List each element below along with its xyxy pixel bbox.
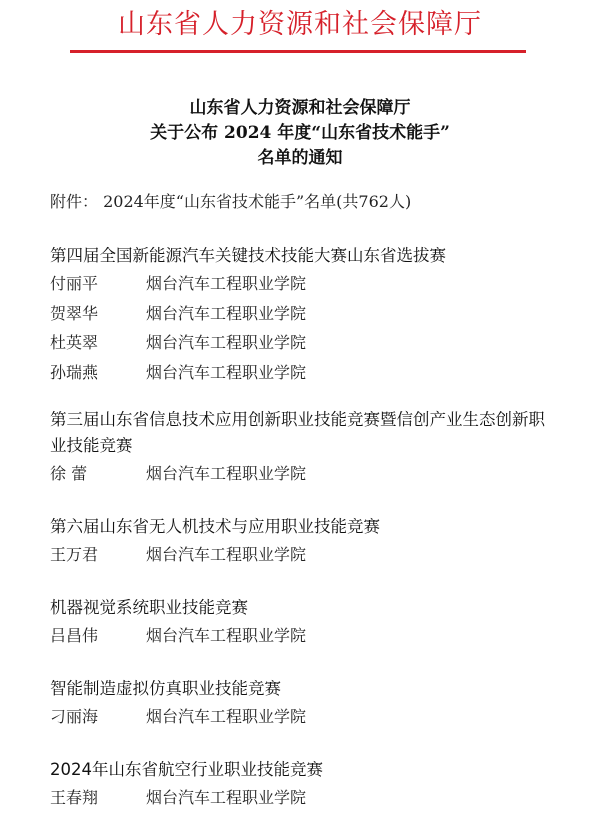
winner-name: 贺翠华 (50, 303, 99, 323)
winner-school: 烟台汽车工程职业学院 (146, 303, 307, 323)
competition-name: 第六届山东省无人机技术与应用职业技能竞赛 (50, 517, 380, 536)
winner-name: 孙瑞燕 (50, 362, 99, 382)
attachment-line: 附件： 2024年度“山东省技术能手”名单(共762人) (50, 192, 412, 211)
winner-name: 王春翔 (50, 788, 99, 807)
competition-name: 智能制造虚拟仿真职业技能竞赛 (50, 679, 281, 698)
winner-name: 付丽平 (50, 274, 99, 293)
competition-section (50, 595, 550, 651)
winner-school: 烟台汽车工程职业学院 (146, 545, 307, 564)
winner-school: 烟台汽车工程职业学院 (146, 707, 307, 726)
notice-title-line-3: 名单的通知 (257, 148, 343, 168)
notice-title-line-1: 山东省人力资源和社会保障厅 (189, 98, 411, 118)
competition-name: 第三届山东省信息技术应用创新职业技能竞赛暨信创产业生态创新职业技能竞赛 (50, 410, 545, 455)
winner-name: 刁丽海 (50, 707, 99, 726)
winner-row (50, 783, 550, 813)
winner-school: 烟台汽车工程职业学院 (146, 274, 307, 293)
winner-school: 烟台汽车工程职业学院 (146, 362, 307, 382)
winner-name: 王万君 (50, 545, 99, 564)
masthead-org-name: 山东省人力资源和社会保障厅 (118, 9, 482, 40)
competition-section (50, 407, 550, 489)
competition-name: 第四届全国新能源汽车关键技术技能大赛山东省选拔赛 (50, 246, 446, 265)
notice-title-line-2: 关于公布 2024 年度“山东省技术能手” (150, 123, 450, 143)
winner-school: 烟台汽车工程职业学院 (146, 333, 307, 352)
competition-section (50, 514, 550, 570)
competition-section (50, 757, 550, 813)
winner-row (50, 269, 550, 299)
competition-section (50, 676, 550, 732)
winner-school: 烟台汽车工程职业学院 (146, 788, 307, 807)
winner-name: 徐 蕾 (50, 464, 88, 483)
winner-row (50, 621, 550, 651)
winner-name: 杜英翠 (50, 333, 99, 352)
winner-name: 吕昌伟 (50, 626, 99, 645)
notice-title (0, 96, 600, 171)
competition-name: 2024年山东省航空行业职业技能竞赛 (50, 760, 323, 779)
winner-row (50, 702, 550, 732)
winner-row (50, 328, 550, 358)
winner-school: 烟台汽车工程职业学院 (146, 464, 307, 483)
competition-name: 机器视觉系统职业技能竞赛 (50, 598, 248, 617)
winner-school: 烟台汽车工程职业学院 (146, 626, 307, 645)
winner-row (50, 299, 550, 329)
winner-row (50, 459, 550, 489)
winner-row (50, 358, 550, 388)
competition-section (50, 243, 550, 387)
masthead-divider (70, 50, 526, 53)
winner-row (50, 540, 550, 570)
